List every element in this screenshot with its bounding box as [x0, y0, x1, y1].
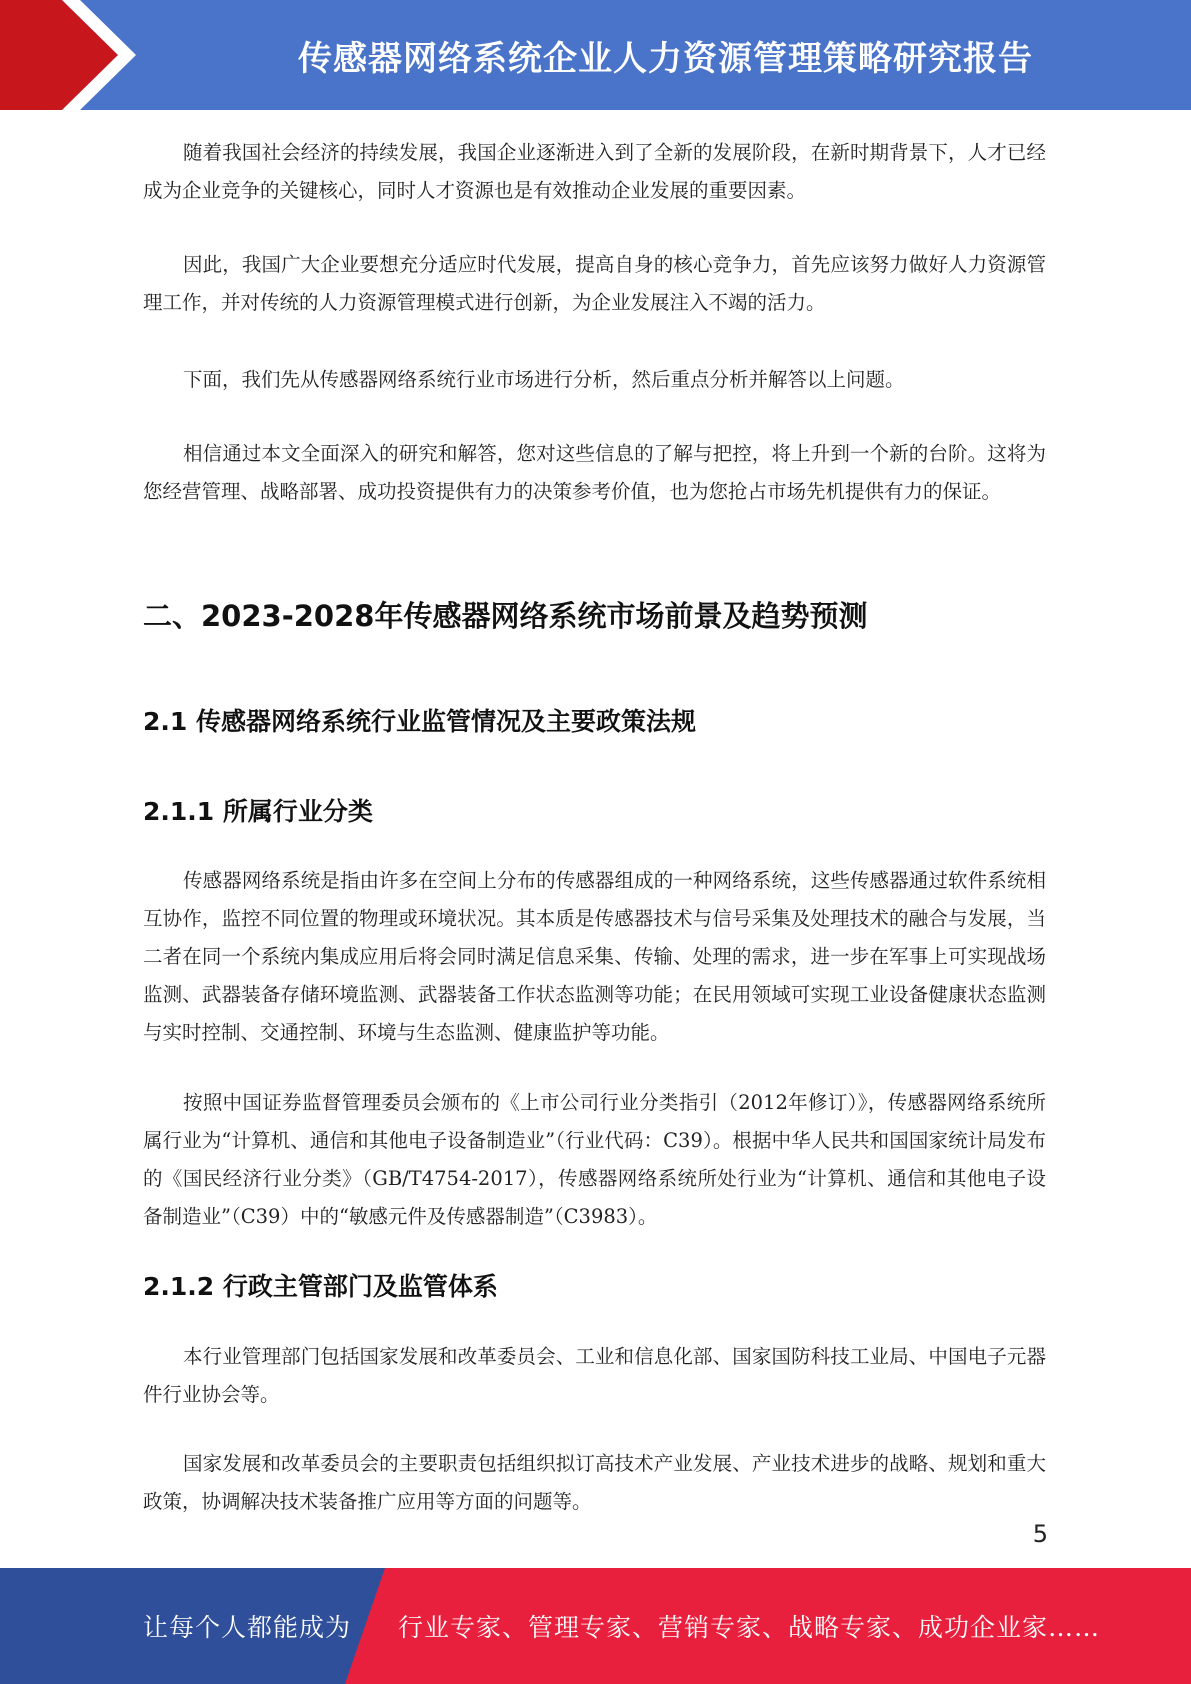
- subsection-heading: 2.1 传感器网络系统行业监管情况及主要政策法规: [143, 707, 696, 736]
- classification-paragraph-2: [143, 1084, 1046, 1236]
- report-title: 传感器网络系统企业人力资源管理策略研究报告: [298, 38, 1033, 79]
- paragraph-text: 国家发展和改革委员会的主要职责包括组织拟订高技术产业发展、产业技术进步的战略、规划和重大政策，协调解决技术装备推广应用等方面的问题等。: [143, 1452, 1046, 1513]
- regulation-paragraph-2: [143, 1445, 1046, 1521]
- intro-paragraph-2: [143, 246, 1046, 322]
- paragraph-text: 相信通过本文全面深入的研究和解答，您对这些信息的了解与把控，将上升到一个新的台阶。这将为您经营管理、战略部署、成功投资提供有力的决策参考价值，也为您抢占市场先机提供有力的保证。: [143, 442, 1046, 503]
- footer-slogan-left: 让每个人都能成为: [143, 1613, 352, 1642]
- header-banner: [0, 0, 1191, 110]
- footer-slogan-right: 行业专家、管理专家、营销专家、战略专家、成功企业家……: [398, 1613, 1101, 1642]
- intro-paragraph-3: [143, 361, 1046, 399]
- paragraph-text: 随着我国社会经济的持续发展，我国企业逐渐进入到了全新的发展阶段，在新时期背景下，人才已经成为企业竞争的关键核心，同时人才资源也是有效推动企业发展的重要因素。: [143, 141, 1046, 202]
- classification-paragraph-1: [143, 862, 1046, 1052]
- intro-paragraph-4: [143, 435, 1046, 511]
- regulation-paragraph-1: [143, 1338, 1046, 1414]
- paragraph-text: 下面，我们先从传感器网络系统行业市场进行分析，然后重点分析并解答以上问题。: [183, 368, 905, 391]
- subsubsection-heading-regulation: 2.1.2 行政主管部门及监管体系: [143, 1272, 498, 1301]
- page-number: 5: [1032, 1520, 1048, 1548]
- footer-banner: [0, 1568, 1191, 1684]
- paragraph-text: 本行业管理部门包括国家发展和改革委员会、工业和信息化部、国家国防科技工业局、中国电子元器件行业协会等。: [143, 1345, 1046, 1406]
- paragraph-text: 按照中国证券监督管理委员会颁布的《上市公司行业分类指引（2012年修订）》，传感器网络系统所属行业为“计算机、通信和其他电子设备制造业”（行业代码：C39）。根据中华人民共和国国家统计局发布的《国民经济行业分类》（GB/T4754-2017），传感器网络系统所处行业为“计算机、通信和其他电子设备制造业”（C39）中的“敏感元件及传感器制造”（C3983）。: [143, 1091, 1046, 1228]
- section-heading: 二、2023-2028年传感器网络系统市场前景及趋势预测: [143, 599, 868, 633]
- subsubsection-heading-classification: 2.1.1 所属行业分类: [143, 797, 373, 826]
- paragraph-text: 传感器网络系统是指由许多在空间上分布的传感器组成的一种网络系统，这些传感器通过软件系统相互协作，监控不同位置的物理或环境状况。其本质是传感器技术与信号采集及处理技术的融合与发展，当二者在同一个系统内集成应用后将会同时满足信息采集、传输、处理的需求，进一步在军事上可实现战场监测、武器装备存储环境监测、武器装备工作状态监测等功能；在民用领域可实现工业设备健康状态监测与实时控制、交通控制、环境与生态监测、健康监护等功能。: [143, 869, 1046, 1044]
- chevron-arrow-icon: [0, 0, 150, 110]
- intro-paragraph-1: [143, 134, 1046, 210]
- paragraph-text: 因此，我国广大企业要想充分适应时代发展，提高自身的核心竞争力，首先应该努力做好人力资源管理工作，并对传统的人力资源管理模式进行创新，为企业发展注入不竭的活力。: [143, 253, 1046, 314]
